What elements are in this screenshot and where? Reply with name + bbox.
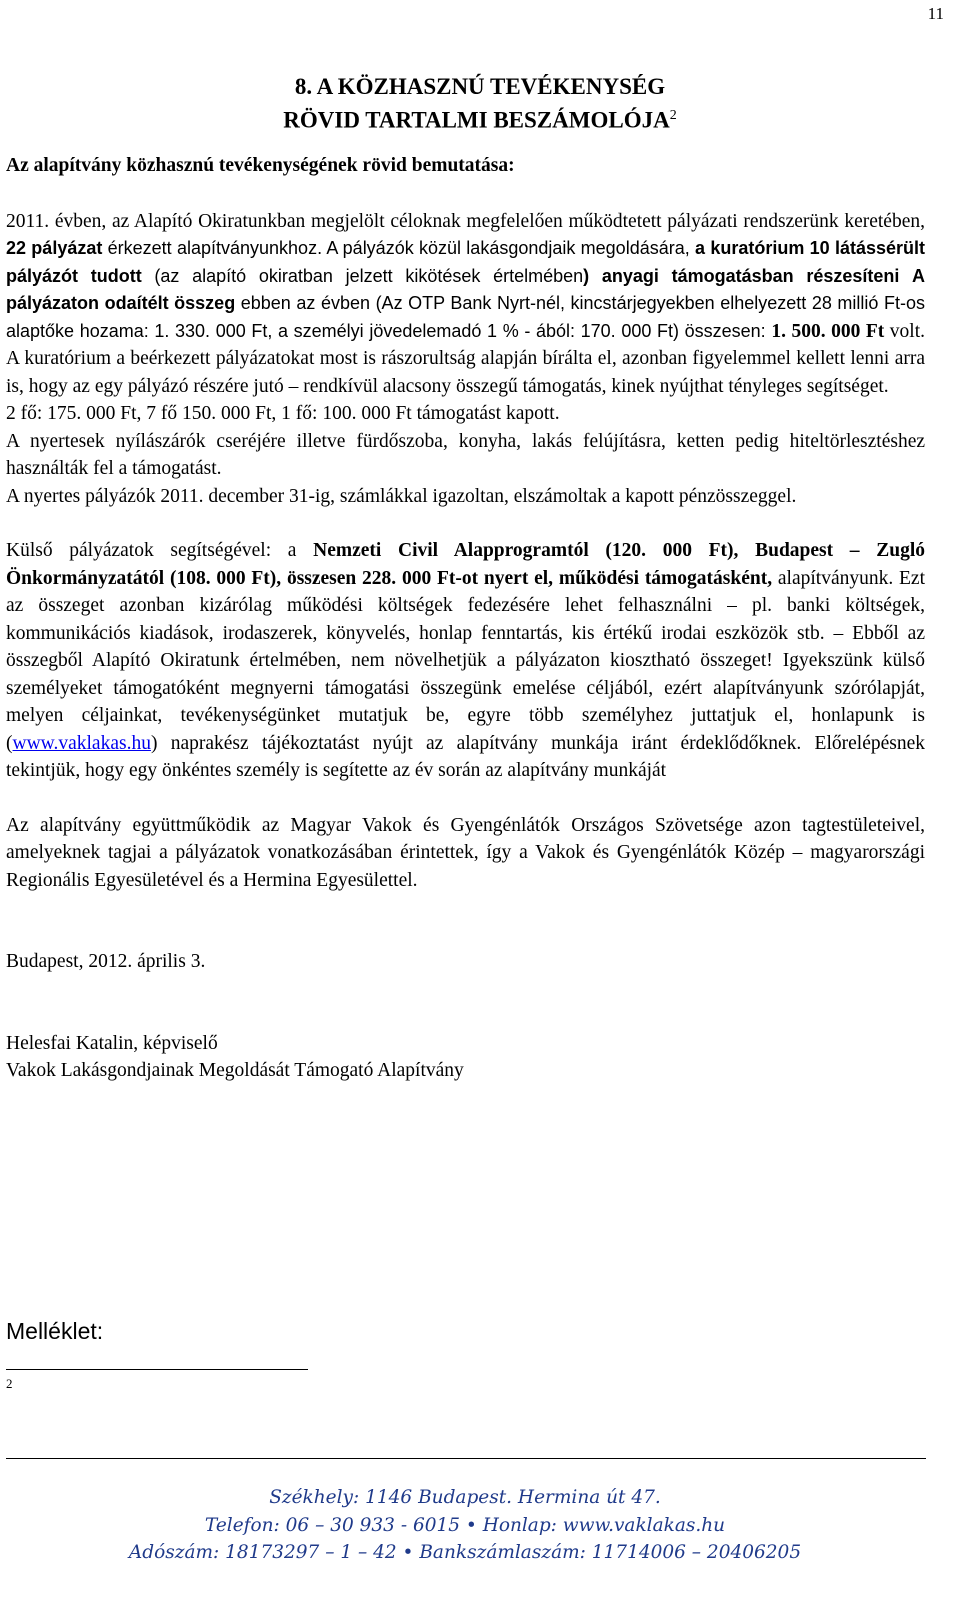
- grants-text-3: (az alapító okiratban jelzett kikötések értelmében: [141, 265, 584, 286]
- paragraph-grants: [6, 208, 925, 401]
- paragraph-external-funding: [6, 537, 925, 785]
- date-line: Budapest, 2012. április 3.: [6, 951, 206, 972]
- paragraph-cooperation: Az alapítvány együttműködik az Magyar Vakok és Gyengénlátók Országos Szövetsége azon tagtestületeivel, amelyeknek tagjai a pályázatok vonatkozásában érintettek, így a Vakok és Gyengénlátók Közép – magyarországi Regionális Egyesületével és a Hermina Egyesülettel.: [6, 814, 925, 891]
- signatory-organization: Vakok Lakásgondjainak Megoldását Támogató Alapítvány: [6, 1060, 464, 1081]
- grants-text-2: érkezett alapítványunkhoz. A pályázók közül lakásgondjaik megoldására,: [102, 238, 696, 258]
- heading-line-2: [0, 101, 960, 135]
- footer-contact: Telefon: 06 – 30 933 - 6015 • Honlap: www.vaklakas.hu: [204, 1514, 726, 1536]
- heading-line-1: 8. A KÖZHASZNÚ TEVÉKENYSÉG: [294, 74, 666, 99]
- website-link[interactable]: www.vaklakas.hu: [12, 732, 151, 754]
- footer-tax-bank: Adószám: 18173297 – 1 – 42 • Bankszámlaszám: 11714006 – 20406205: [128, 1542, 802, 1563]
- paragraph-breakdown: 2 fő: 175. 000 Ft, 7 fő 150. 000 Ft, 1 fő: 100. 000 Ft támogatást kapott.: [6, 403, 560, 424]
- footnote-marker: 2: [6, 1376, 13, 1391]
- footnote-divider: [6, 1369, 308, 1370]
- grants-text-1: 2011. évben, az Alapító Okiratunkban megjelölt céloknak megfelelően működtetett pályázati rendszerünk keretében,: [6, 210, 925, 232]
- footer-divider: [6, 1458, 926, 1459]
- section-heading: [0, 72, 960, 135]
- grants-total: 1. 500. 000 Ft: [771, 320, 885, 342]
- heading-line-2-text: RÖVID TARTALMI BESZÁMOLÓJA: [283, 107, 670, 133]
- grants-text-4: ebben az évben (Az OTP Bank Nyrt-nél, kincstárjegyekben elhelyezett 28 millió Ft-os alaptőke hozama: 1. 330. 000 Ft, a személyi jövedelemadó 1 % - ából: 170. 000 Ft) összesen:: [6, 293, 925, 341]
- funding-text-1: Külső pályázatok segítségével: a: [6, 540, 314, 561]
- paragraph-usage: A nyertesek nyílászárók cseréjére illetve fürdőszoba, konyha, lakás felújításra, ketten pedig hiteltörlesztéshez használták fel a támogatást.: [6, 430, 925, 479]
- subheading: Az alapítvány közhasznú tevékenységének rövid bemutatása:: [6, 155, 515, 176]
- page-number: 11: [927, 4, 944, 23]
- funding-text-2: alapítványunk. Ezt az összeget azonban kizárólag működési költségek fedezésére lehet felhasználni – pl. banki költségek, kommunikációs kiadások, irodaszerek, könyvelés, honlap fenntartás, kis értékű irodai eszközök stb. – Ebből az összegből Alapító Okiratunk értelmében, nem növelhetjük a pályázaton kiosztható összeget! Igyekszünk külső személyeket támogatóként megnyerni támogatási összegünk emelése céljából, ezért alapítványunk szórólapját, melyen céljainkat, tevékenységünket mutatjuk be, egyre több személyhez juttatjuk el, honlapunk is (: [6, 567, 926, 754]
- attachment-label: Melléklet:: [6, 1318, 104, 1344]
- letterhead-footer: [0, 1484, 930, 1567]
- grants-text-5: volt. A kuratórium a beérkezett pályázatokat most is rászorultság alapján bírálta el, azonban figyelemmel kellett lenni arra is, hogy az egy pályázó részére jutó – rendkívül alacsony összegű támogatás, kinek nyújthat tényleges segítséget.: [6, 320, 925, 397]
- signatory-name: Helesfai Katalin, képviselő: [6, 1032, 218, 1054]
- footnote-reference: 2: [669, 108, 677, 123]
- report-body: [6, 152, 925, 1085]
- grants-bold-2: a kuratórium 10 látássérült pályázót tudott: [6, 238, 925, 286]
- grants-bold-3: ) anyagi támogatásban részesíteni: [583, 265, 900, 286]
- funding-text-3: ) naprakész tájékoztatást nyújt az alapítvány munkája iránt érdeklődőknek. Előrelépésnek tekintjük, hogy egy önkéntes személy is segítette az év során az alapítvány munkáját: [6, 732, 925, 781]
- grants-bold-1: 22 pályázat: [6, 238, 103, 258]
- paragraph-settlement: A nyertes pályázók 2011. december 31-ig, számlákkal igazoltan, elszámoltak a kapott pénzösszeggel.: [6, 485, 797, 507]
- funding-bold: Nemzeti Civil Alapprogramtól (120. 000 Ft), Budapest – Zugló Önkormányzatától (108. 000 Ft), összesen 228. 000 Ft-ot nyert el, működési támogatásként,: [6, 540, 925, 589]
- grants-bold-4: A pályázaton odaítélt összeg: [6, 265, 925, 313]
- footer-address: Székhely: 1146 Budapest. Hermina út 47.: [269, 1487, 661, 1508]
